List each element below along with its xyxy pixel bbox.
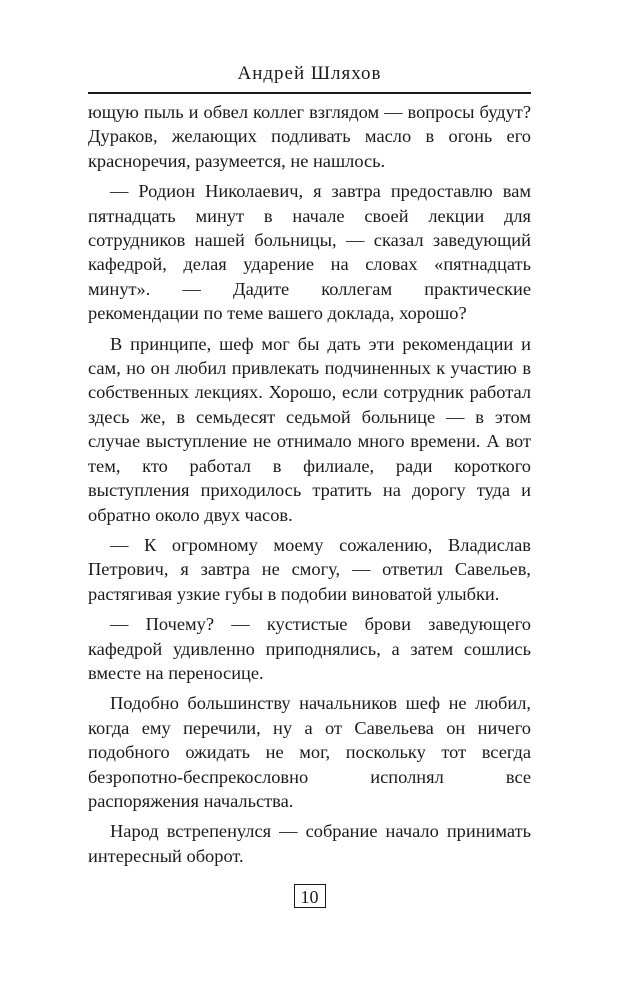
- paragraph: — К огромному моему сожалению, Владислав Петрович, я завтра не смогу, — ответил Савельев, растягивая узкие губы в подобии виноватой улыбки.: [88, 534, 531, 604]
- paragraph: — Родион Николаевич, я завтра предоставлю вам пятнадцать минут в начале своей лекции для сотрудников нашей больницы, — сказал заведующий кафедрой, делая ударение на словах «пятнадцать минут». — Дадите коллегам практические рекомендации по теме вашего доклада, хорошо?: [88, 181, 531, 324]
- paragraph: В принципе, шеф мог бы дать эти рекомендации и сам, но он любил привлекать подчиненных к участию в собственных лекциях. Хорошо, если сотрудник работал здесь же, в семьдесят седьмой больнице — в этом случае выступление не отнимало много времени. А вот тем, кто работал в филиале, ради короткого выступления приходилось тратить на дорогу туда и обратно около двух часов.: [88, 333, 531, 525]
- paragraph: Народ встрепенулся — собрание начало принимать интересный оборот.: [88, 821, 531, 866]
- body-text: [88, 100, 531, 874]
- running-head-author: Андрей Шляхов: [237, 63, 382, 84]
- page-number: 10: [294, 884, 326, 908]
- paragraph: Подобно большинству начальников шеф не любил, когда ему перечили, ну а от Савельева он ничего подобного ожидать не мог, поскольку тот всегда безропотно-беспрекословно исполнял все распоряжения начальства.: [88, 693, 531, 811]
- paragraph: — Почему? — кустистые брови заведующего кафедрой удивленно приподнялись, а затем сошлись вместе на переносице.: [88, 614, 531, 683]
- paragraph: ющую пыль и обвел коллег взглядом — вопросы будут? Дураков, желающих подливать масло в огонь его красноречия, разумеется, не нашлось.: [88, 102, 531, 171]
- header-rule: [88, 92, 531, 94]
